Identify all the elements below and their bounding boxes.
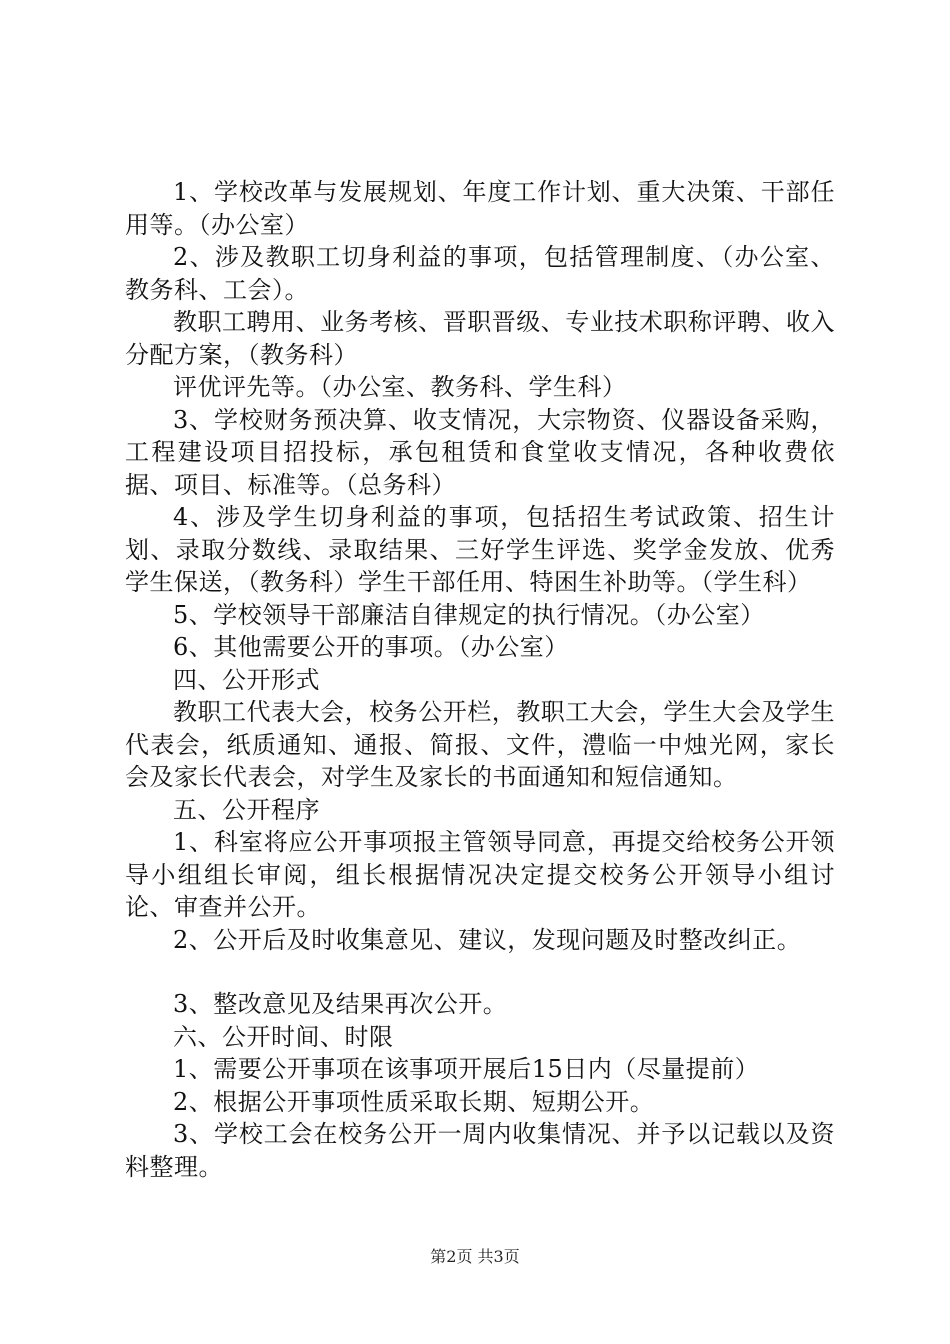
- paragraph-2: 2、涉及教职工切身利益的事项，包括管理制度、（办公室、教务科、工会）。: [125, 243, 835, 304]
- paragraph-1: 1、学校改革与发展规划、年度工作计划、重大决策、干部任用等。（办公室）: [125, 178, 835, 239]
- page-number-footer: 第2页 共3页: [430, 1247, 520, 1266]
- paragraph-12: 1、科室将应公开事项报主管领导同意，再提交给校务公开领导小组组长审阅，组长根据情况决定提交校务公开领导小组讨论、审查并公开。: [125, 828, 835, 921]
- section-heading-publicity-time: 六、公开时间、时限: [173, 1022, 394, 1051]
- paragraph-18: 3、学校工会在校务公开一周内收集情况、并予以记载以及资料整理。: [125, 1120, 835, 1181]
- paragraph-spacer: [125, 956, 835, 988]
- paragraph-4: 评优评先等。（办公室、教务科、学生科）: [173, 373, 627, 401]
- section-heading-publicity-form: 四、公开形式: [173, 665, 320, 694]
- document-body: [125, 176, 835, 1183]
- section-heading-publicity-procedure: 五、公开程序: [173, 795, 320, 824]
- paragraph-7: 5、学校领导干部廉洁自律规定的执行情况。（办公室）: [173, 600, 765, 629]
- paragraph-17: 2、根据公开事项性质采取长期、短期公开。: [173, 1087, 655, 1116]
- paragraph-3: 教职工聘用、业务考核、晋职晋级、专业技术职称评聘、收入分配方案，（教务科）: [125, 308, 835, 369]
- paragraph-8: 6、其他需要公开的事项。（办公室）: [173, 633, 569, 661]
- paragraph-6: 4、涉及学生切身利益的事项，包括招生考试政策、招生计划、录取分数线、录取结果、三好学生评选、奖学金发放、优秀学生保送，（教务科）学生干部任用、特困生补助等。（学生科）: [125, 503, 835, 596]
- paragraph-5: 3、学校财务预决算、收支情况，大宗物资、仪器设备采购，工程建设项目招投标，承包租赁和食堂收支情况，各种收费依据、项目、标准等。（总务科）: [125, 405, 835, 499]
- paragraph-13: 2、公开后及时收集意见、建议，发现问题及时整改纠正。: [173, 925, 802, 954]
- paragraph-10: 教职工代表大会，校务公开栏，教职工大会，学生大会及学生代表会，纸质通知、通报、简报、文件，澧临一中烛光网，家长会及家长代表会，对学生及家长的书面通知和短信通知。: [125, 698, 835, 791]
- paragraph-16: 1、需要公开事项在该事项开展后15日内（尽量提前）: [173, 1055, 760, 1083]
- paragraph-14: 3、整改意见及结果再次公开。: [173, 990, 508, 1018]
